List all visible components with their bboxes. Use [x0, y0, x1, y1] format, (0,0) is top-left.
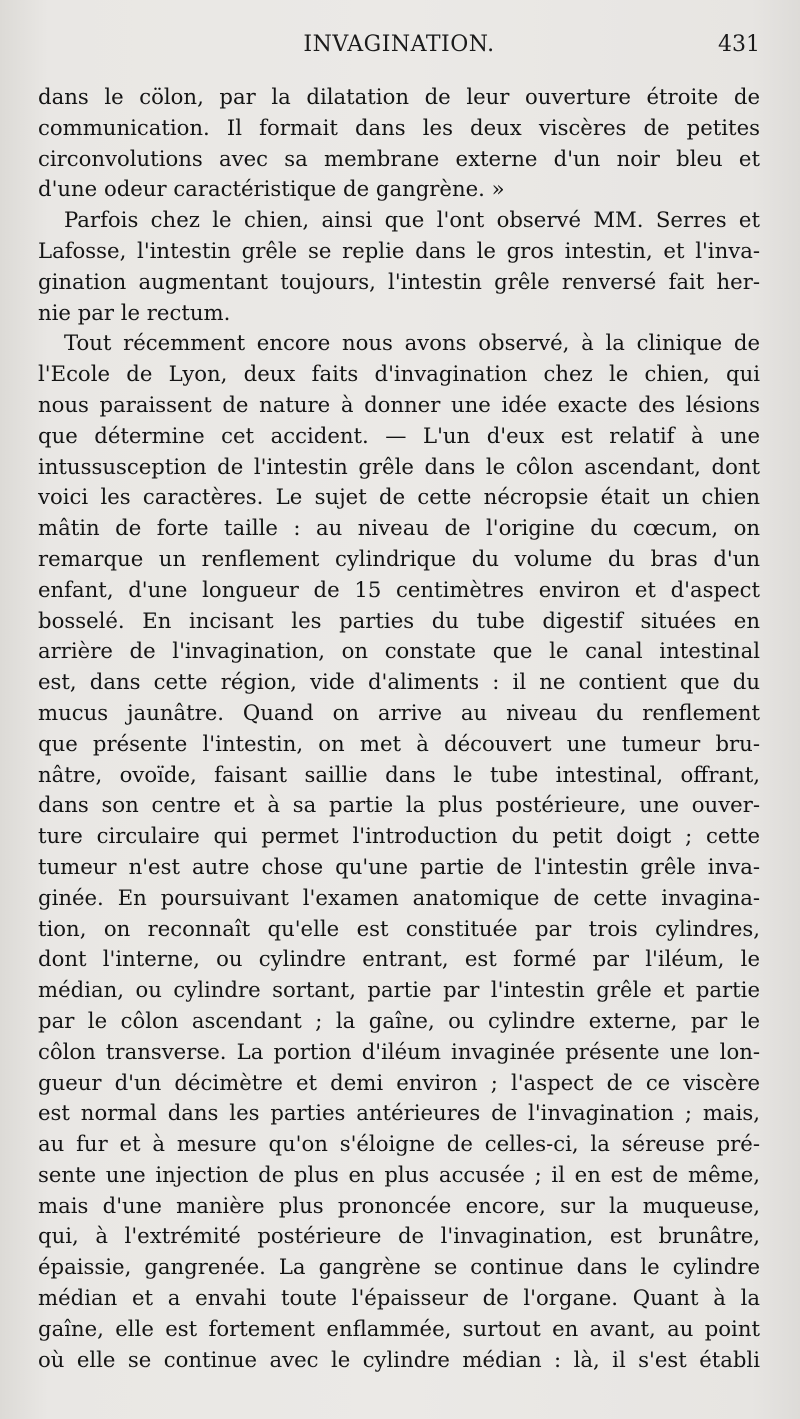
text-line: communication. Il formait dans les deux viscères de petites: [38, 114, 760, 140]
text-line: gination augmentant toujours, l'intestin grêle renversé fait her-: [38, 268, 760, 294]
body-text: [38, 82, 760, 1375]
paragraph: [38, 205, 760, 328]
text-line: dont l'interne, ou cylindre entrant, est formé par l'iléum, le: [38, 946, 760, 972]
page-number: 431: [718, 32, 760, 57]
text-line: nie par le rectum.: [38, 299, 231, 325]
text-line: tumeur n'est autre chose qu'une partie de l'intestin grêle inva-: [38, 853, 760, 879]
text-line: sente une injection de plus en plus accusée ; il en est de même,: [38, 1161, 760, 1187]
text-line: médian, ou cylindre sortant, partie par l'intestin grêle et partie: [38, 977, 760, 1003]
text-line: que détermine cet accident. — L'un d'eux est relatif à une: [38, 422, 760, 448]
text-line: Parfois chez le chien, ainsi que l'ont observé MM. Serres et: [64, 207, 760, 233]
text-line: épaissie, gangrenée. La gangrène se continue dans le cylindre: [38, 1254, 760, 1280]
running-title: INVAGINATION.: [303, 32, 495, 57]
text-line: où elle se continue avec le cylindre médian : là, il s'est établi: [38, 1346, 760, 1372]
text-line: tion, on reconnaît qu'elle est constituée par trois cylindres,: [38, 915, 760, 941]
text-line: voici les caractères. Le sujet de cette nécropsie était un chien: [38, 484, 760, 510]
text-line: mâtin de forte taille : au niveau de l'origine du cœcum, on: [38, 515, 760, 541]
paragraph: [38, 82, 760, 205]
text-line: que présente l'intestin, on met à découvert une tumeur bru-: [38, 730, 760, 756]
text-line: arrière de l'invagination, on constate que le canal intestinal: [38, 638, 760, 664]
text-line: mais d'une manière plus prononcée encore, sur la muqueuse,: [38, 1192, 760, 1218]
text-line: nous paraissent de nature à donner une idée exacte des lésions: [38, 391, 760, 417]
text-line: dans son centre et à sa partie la plus postérieure, une ouver-: [38, 792, 760, 818]
text-line: enfant, d'une longueur de 15 centimètres environ et d'aspect: [38, 576, 760, 602]
paragraph: [38, 328, 760, 1375]
text-line: d'une odeur caractéristique de gangrène. »: [38, 176, 505, 202]
text-line: gaîne, elle est fortement enflammée, surtout en avant, au point: [38, 1315, 760, 1341]
text-line: circonvolutions avec sa membrane externe d'un noir bleu et: [38, 145, 760, 171]
text-line: qui, à l'extrémité postérieure de l'invagination, est brunâtre,: [38, 1223, 760, 1249]
text-line: l'Ecole de Lyon, deux faits d'invagination chez le chien, qui: [38, 361, 760, 387]
text-line: ginée. En poursuivant l'examen anatomique de cette invagina-: [38, 884, 760, 910]
text-line: est normal dans les parties antérieures de l'invagination ; mais,: [38, 1100, 760, 1126]
text-line: par le côlon ascendant ; la gaîne, ou cylindre externe, par le: [38, 1007, 760, 1033]
text-line: dans le cölon, par la dilatation de leur ouverture étroite de: [38, 84, 760, 109]
text-line: bosselé. En incisant les parties du tube digestif situées en: [38, 607, 760, 633]
text-line: ture circulaire qui permet l'introduction du petit doigt ; cette: [38, 823, 760, 849]
text-line: gueur d'un décimètre et demi environ ; l'aspect de ce viscère: [38, 1069, 760, 1095]
text-line: intussusception de l'intestin grêle dans le côlon ascendant, dont: [38, 453, 760, 479]
text-line: nâtre, ovoïde, faisant saillie dans le tube intestinal, offrant,: [38, 761, 760, 787]
text-line: médian et a envahi toute l'épaisseur de l'organe. Quant à la: [38, 1285, 760, 1311]
text-line: est, dans cette région, vide d'aliments : il ne contient que du: [38, 669, 760, 695]
text-line: Tout récemment encore nous avons observé, à la clinique de: [64, 330, 760, 356]
page-header: [38, 30, 760, 64]
text-line: Lafosse, l'intestin grêle se replie dans le gros intestin, et l'inva-: [38, 237, 760, 263]
text-line: côlon transverse. La portion d'iléum invaginée présente une lon-: [38, 1038, 760, 1064]
text-line: remarque un renflement cylindrique du volume du bras d'un: [38, 545, 760, 571]
text-line: mucus jaunâtre. Quand on arrive au niveau du renflement: [38, 699, 760, 725]
text-line: au fur et à mesure qu'on s'éloigne de celles-ci, la séreuse pré-: [38, 1131, 760, 1157]
